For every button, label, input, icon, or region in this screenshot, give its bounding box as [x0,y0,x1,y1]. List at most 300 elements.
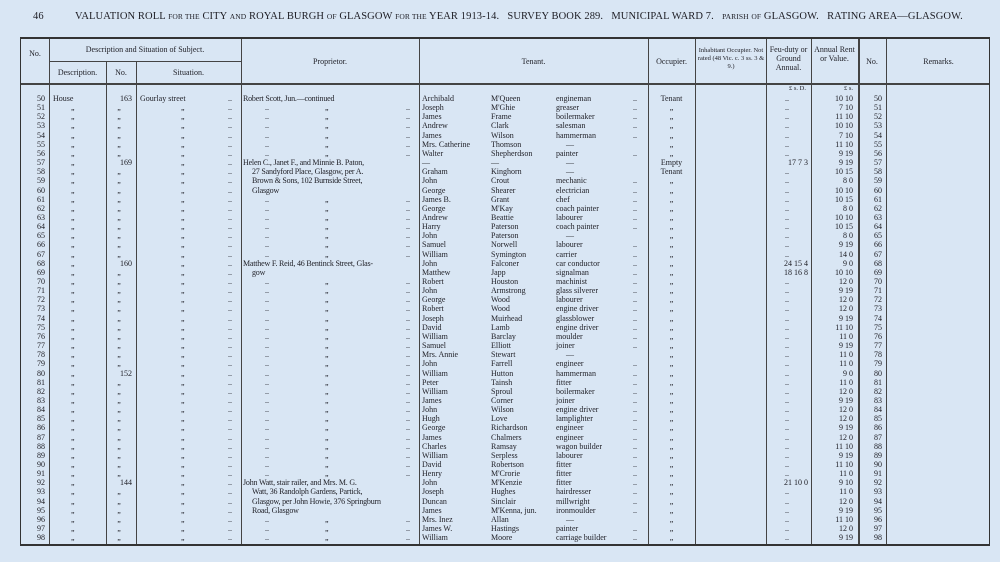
proprietor-leader: .. [265,469,269,479]
row-annual-rent: 9 0 [843,258,853,268]
tenant-surname: Wilson [491,130,514,140]
tenant-surname: Sinclair [491,496,516,506]
tenant-leader: .. [633,212,637,222]
row-number: 51 [37,103,45,113]
proprietor-leader: .. [265,121,269,131]
tenant-occupation: labourer [556,295,583,305]
row-feu-duty: .. [785,441,789,451]
tenant-leader: .. [633,478,637,488]
tenant-occupation: millwright [556,496,590,506]
row-house-number: „ [117,194,121,204]
situation-leader: .. [228,304,232,314]
tenant-occupation: greaser [556,103,580,113]
row-description: „ [71,304,75,314]
proprietor-leader: .. [406,514,410,524]
proprietor-leader: .. [406,414,410,424]
row-number-right: 96 [874,514,882,524]
row-number: 57 [37,158,45,168]
row-situation: „ [181,258,185,268]
row-occupier: „ [669,514,674,524]
row-house-number: „ [117,322,121,332]
row-number-right: 59 [874,176,882,186]
row-number: 67 [37,249,45,259]
row-situation: „ [181,350,185,360]
situation-leader: .. [228,450,232,460]
row-situation: „ [181,322,185,332]
tenant-occupation: — [566,514,574,524]
row-description: „ [71,423,75,433]
row-proprietor: John Watt, stair railer, and Mrs. M. G. [243,478,357,488]
row-house-number: „ [117,341,121,351]
row-situation: „ [181,304,185,314]
row-annual-rent: 11 10 [835,514,853,524]
row-number: 61 [37,194,45,204]
row-situation: „ [181,295,185,305]
title-part: SURVEY BOOK 289. [507,11,604,22]
tenant-surname: Chalmers [491,432,522,442]
row-house-number: „ [117,469,121,479]
row-annual-rent: 14 0 [839,249,853,259]
row-feu-duty: .. [785,414,789,424]
row-occupier: „ [669,368,674,378]
row-occupier: „ [669,505,674,515]
row-number: 59 [37,176,45,186]
tenant-surname: Crout [491,176,510,186]
tenant-first-name: George [422,203,446,213]
tenant-first-name: Charles [422,441,447,451]
row-proprietor: 27 Sandyford Place, Glasgow, per A. [252,167,364,177]
proprietor-leader: .. [406,469,410,479]
row-feu-duty: .. [785,505,789,515]
row-number-right: 65 [874,231,882,241]
situation-leader: .. [228,167,232,177]
row-annual-rent: 10 15 [835,194,853,204]
row-occupier: „ [669,377,674,387]
situation-leader: .. [228,185,232,195]
row-proprietor: „ [325,313,329,323]
row-description: „ [71,405,75,415]
row-annual-rent: 12 0 [839,432,853,442]
title-part: OF [326,12,337,21]
tenant-first-name: John [422,176,438,186]
row-situation: „ [181,450,185,460]
tenant-leader: .. [633,505,637,515]
row-proprietor: „ [325,121,329,131]
row-number: 75 [37,322,45,332]
tenant-surname: Clark [491,121,509,131]
tenant-occupation: labourer [556,450,583,460]
row-occupier: „ [669,139,674,149]
row-occupier: „ [669,194,674,204]
col-no: No. [29,49,41,58]
tenant-surname: Armstrong [491,286,526,296]
situation-leader: .. [228,414,232,424]
row-proprietor: „ [325,295,329,305]
tenant-leader: .. [633,185,637,195]
proprietor-leader: .. [265,441,269,451]
tenant-occupation: hammerman [556,368,596,378]
row-situation: „ [181,405,185,415]
row-proprietor: „ [325,386,329,396]
row-house-number: „ [117,277,121,286]
row-situation: „ [181,212,185,222]
row-description: „ [71,478,75,488]
row-feu-duty: .. [785,313,789,323]
row-feu-duty: .. [785,331,789,341]
row-description: „ [71,487,75,497]
row-number: 55 [37,139,45,149]
row-proprietor: „ [325,112,329,122]
row-number: 90 [37,460,45,469]
row-house-number: „ [117,441,121,451]
row-proprietor: Matthew F. Reid, 46 Bentinck Street, Glas- [243,258,373,268]
proprietor-leader: .. [265,405,269,415]
tenant-leader: .. [633,432,637,442]
row-house-number: 169 [120,158,132,168]
row-description: „ [71,212,75,222]
row-number: 78 [37,350,45,360]
row-number: 60 [37,185,45,195]
row-number: 80 [37,368,45,378]
tenant-leader: .. [633,313,637,323]
rent-units: £ s. [843,85,853,92]
situation-leader: .. [228,139,232,149]
tenant-occupation: hairdresser [556,487,592,497]
proprietor-leader: .. [265,414,269,424]
proprietor-leader: .. [265,240,269,250]
row-feu-duty: .. [785,341,789,351]
row-proprietor: „ [325,194,329,204]
proprietor-leader: .. [406,450,410,460]
title-part: OF [751,12,762,21]
row-occupier: „ [669,478,674,488]
tenant-occupation: fitter [556,377,572,387]
tenant-surname: Houston [491,277,519,286]
row-number: 64 [37,222,45,232]
proprietor-leader: .. [406,350,410,360]
proprietor-leader: .. [406,286,410,296]
tenant-leader: .. [633,103,637,113]
row-description: „ [71,158,75,168]
proprietor-leader: .. [406,341,410,351]
proprietor-leader: .. [265,341,269,351]
situation-leader: .. [228,350,232,360]
tenant-first-name: Graham [422,167,448,177]
row-feu-duty: .. [785,240,789,250]
row-number-right: 79 [874,359,882,369]
row-house-number: „ [117,359,121,369]
row-description: „ [71,194,75,204]
row-number-right: 71 [874,286,882,296]
col-no-2: No. [866,57,878,66]
row-house-number: 160 [120,258,132,268]
row-feu-duty: .. [785,249,789,259]
title-part: FOR THE [168,12,200,21]
tenant-occupation: machinist [556,277,588,286]
row-house-number: 152 [120,368,132,378]
tenant-leader: .. [633,405,637,415]
row-occupier: Tenant [660,167,683,177]
tenant-occupation: fitter [556,469,572,479]
situation-leader: .. [228,267,232,277]
tenant-first-name: James [422,130,442,140]
row-number: 85 [37,414,45,424]
row-occupier: „ [669,469,674,479]
row-feu-duty: .. [785,176,789,186]
tenant-surname: Lamb [491,322,510,332]
row-number-right: 80 [874,368,882,378]
proprietor-leader: .. [406,524,410,534]
row-description: „ [71,240,75,250]
row-description: „ [71,460,75,469]
row-annual-rent: 9 19 [839,395,853,405]
row-annual-rent: 12 0 [839,295,853,305]
row-occupier: „ [669,185,674,195]
situation-leader: .. [228,258,232,268]
tenant-surname: Ramsay [491,441,517,451]
row-feu-duty: .. [785,103,789,113]
row-feu-duty: .. [785,359,789,369]
proprietor-leader: .. [265,194,269,204]
row-situation: „ [181,460,185,469]
tenant-first-name: George [422,423,446,433]
row-situation: „ [181,277,185,286]
situation-leader: .. [228,130,232,140]
row-description: „ [71,313,75,323]
row-description: „ [71,496,75,506]
row-number: 56 [37,148,45,158]
header-divider [49,61,241,62]
situation-leader: .. [228,103,232,113]
tenant-surname: Kinghorn [491,167,522,177]
tenant-occupation: hammerman [556,130,596,140]
tenant-surname: Beattie [491,212,514,222]
row-situation: „ [181,423,185,433]
tenant-surname: Richardson [491,423,528,433]
tenant-first-name: John [422,359,438,369]
situation-leader: .. [228,341,232,351]
proprietor-leader: .. [406,533,410,543]
row-number: 73 [37,304,45,314]
row-number-right: 92 [874,478,882,488]
tenant-occupation: boilermaker [556,386,595,396]
tenant-leader: .. [633,524,637,534]
row-occupier: „ [669,222,674,232]
title-part: PARISH [722,12,749,21]
row-description: „ [71,341,75,351]
row-description: „ [71,414,75,424]
row-feu-duty: .. [785,94,789,103]
proprietor-leader: .. [265,304,269,314]
row-occupier: „ [669,331,674,341]
row-description: „ [71,368,75,378]
row-proprietor: „ [325,377,329,387]
row-annual-rent: 7 10 [839,103,853,113]
row-occupier: „ [669,322,674,332]
tenant-leader: .. [633,258,637,268]
row-house-number: „ [117,331,121,341]
row-annual-rent: 9 19 [839,341,853,351]
row-situation: „ [181,414,185,424]
row-proprietor: „ [325,148,329,158]
tenant-first-name: John [422,478,438,488]
row-annual-rent: 10 10 [835,94,853,103]
row-number-right: 51 [874,103,882,113]
situation-leader: .. [228,514,232,524]
tenant-surname: M'Ghie [491,103,516,113]
row-feu-duty: .. [785,212,789,222]
row-proprietor: „ [325,222,329,232]
tenant-surname: M'Kenzie [491,478,523,488]
row-situation: „ [181,359,185,369]
row-annual-rent: 9 19 [839,450,853,460]
tenant-occupation: labourer [556,240,583,250]
row-annual-rent: 11 10 [835,441,853,451]
situation-leader: .. [228,496,232,506]
column-divider [136,61,137,544]
tenant-surname: Love [491,414,508,424]
row-occupier: „ [669,277,674,286]
col-tenant: Tenant. [521,57,546,66]
row-feu-duty: 21 10 0 [784,478,808,488]
row-occupier: „ [669,386,674,396]
situation-leader: .. [228,148,232,158]
row-annual-rent: 11 0 [839,487,853,497]
row-annual-rent: 11 0 [839,331,853,341]
row-annual-rent: 9 19 [839,158,853,168]
row-number-right: 98 [874,533,882,543]
proprietor-leader: .. [406,377,410,387]
row-number-right: 86 [874,423,882,433]
title-part: GLASGOW [339,11,393,22]
tenant-surname: Serpless [491,450,518,460]
row-annual-rent: 10 10 [835,212,853,222]
tenant-occupation: engineer [556,423,584,433]
row-situation: „ [181,139,185,149]
row-proprietor: „ [325,533,329,543]
col-description-group: Description and Situation of Subject. [85,45,205,54]
row-annual-rent: 9 19 [839,240,853,250]
row-number-right: 70 [874,277,882,286]
row-situation: „ [181,203,185,213]
row-annual-rent: 9 19 [839,286,853,296]
proprietor-leader: .. [265,286,269,296]
row-proprietor: „ [325,341,329,351]
row-occupier: „ [669,432,674,442]
tenant-first-name: William [422,249,448,259]
tenant-occupation: mechanic [556,176,587,186]
row-occupier: „ [669,286,674,296]
row-occupier: „ [669,103,674,113]
row-annual-rent: 8 0 [843,203,853,213]
tenant-leader: .. [633,414,637,424]
row-house-number: „ [117,395,121,405]
tenant-first-name: Mrs. Annie [422,350,458,360]
proprietor-leader: .. [265,212,269,222]
row-house-number: „ [117,185,121,195]
tenant-leader: .. [633,533,637,543]
row-occupier: „ [669,231,674,241]
col-remarks: Remarks. [923,57,954,66]
row-feu-duty: .. [785,203,789,213]
row-annual-rent: 11 0 [839,350,853,360]
row-number-right: 82 [874,386,882,396]
row-situation: „ [181,103,185,113]
row-situation: „ [181,313,185,323]
page-title [75,11,963,22]
row-feu-duty: .. [785,405,789,415]
row-number: 63 [37,212,45,222]
row-house-number: „ [117,304,121,314]
row-proprietor: „ [325,130,329,140]
tenant-first-name: Joseph [422,487,444,497]
situation-leader: .. [228,524,232,534]
tenant-surname: Norwell [491,240,518,250]
tenant-first-name: James [422,395,442,405]
row-annual-rent: 12 0 [839,496,853,506]
row-proprietor: „ [325,450,329,460]
row-proprietor: Glasgow [252,185,280,195]
row-occupier: „ [669,258,674,268]
row-description: „ [71,103,75,113]
row-number-right: 58 [874,167,882,177]
row-description: „ [71,395,75,405]
situation-leader: .. [228,313,232,323]
row-occupier: „ [669,350,674,360]
feu-units: £ s. D. [789,85,806,92]
tenant-first-name: Mrs. Inez [422,514,453,524]
row-house-number: 144 [120,478,132,488]
situation-leader: .. [228,158,232,168]
row-house-number: „ [117,249,121,259]
tenant-first-name: James [422,432,442,442]
tenant-surname: Elliott [491,341,511,351]
row-occupier: „ [669,203,674,213]
proprietor-leader: .. [265,148,269,158]
row-number: 79 [37,359,45,369]
situation-leader: .. [228,194,232,204]
tenant-first-name: Samuel [422,341,446,351]
row-annual-rent: 11 0 [839,377,853,387]
tenant-first-name: William [422,533,448,543]
row-house-number: „ [117,167,121,177]
row-annual-rent: 10 10 [835,267,853,277]
tenant-leader: .. [633,94,637,103]
row-feu-duty: .. [785,460,789,469]
proprietor-leader: .. [265,377,269,387]
row-number-right: 55 [874,139,882,149]
row-occupier: „ [669,395,674,405]
proprietor-leader: .. [406,249,410,259]
title-part: ROYAL BURGH [248,11,325,22]
column-divider [419,39,420,544]
tenant-leader: .. [633,295,637,305]
row-annual-rent: 8 0 [843,176,853,186]
row-feu-duty: .. [785,432,789,442]
row-situation: „ [181,533,185,543]
row-feu-duty: 17 7 3 [788,158,808,168]
tenant-occupation: chef [556,194,570,204]
tenant-leader: .. [633,222,637,232]
row-annual-rent: 10 15 [835,222,853,232]
row-house-number: „ [117,130,121,140]
row-occupier: „ [669,267,674,277]
tenant-leader: .. [633,203,637,213]
tenant-surname: Allan [491,514,509,524]
tenant-first-name: Andrew [422,212,448,222]
row-number: 81 [37,377,45,387]
tenant-first-name: William [422,386,448,396]
